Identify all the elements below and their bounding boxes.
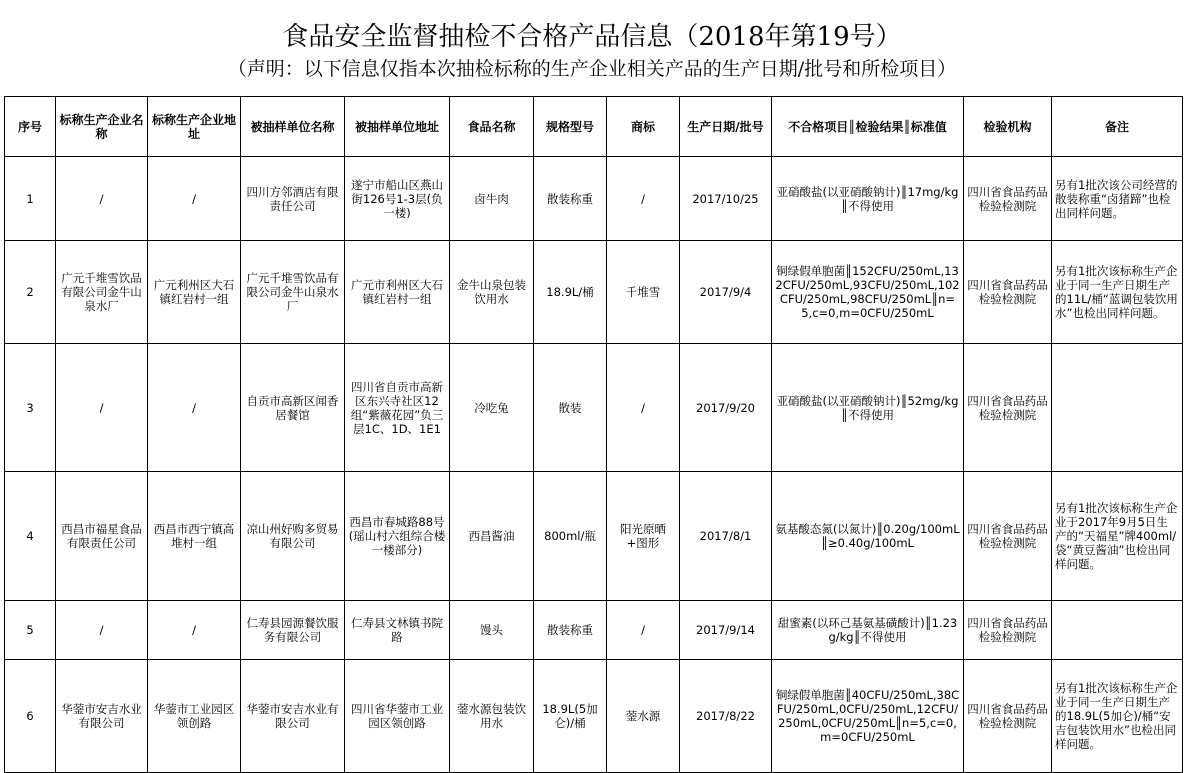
cell-spec: 800ml/瓶 (534, 472, 607, 601)
table-row (5, 157, 1183, 241)
cell-sampled-unit: 华蓥市安吉水业有限公司 (241, 660, 345, 773)
column-header: 不合格项目║检验结果║标准值 (772, 97, 964, 157)
cell-no: 5 (5, 601, 56, 660)
cell-sampled-unit: 凉山州好购多贸易有限公司 (241, 472, 345, 601)
cell-brand: / (607, 344, 680, 472)
cell-notes: 另有1批次该标称生产企业于同一生产日期生产的11L/桶“蓝调包装饮用水”也检出同样问题。 (1052, 241, 1183, 344)
cell-brand: 千堆雪 (607, 241, 680, 344)
cell-no: 4 (5, 472, 56, 601)
table-row (5, 241, 1183, 344)
cell-food-name: 冷吃兔 (450, 344, 534, 472)
cell-no: 2 (5, 241, 56, 344)
cell-sampled-address: 遂宁市船山区燕山街126号1-3层(负一楼) (345, 157, 450, 241)
cell-lab: 四川省食品药品检验检测院 (964, 344, 1052, 472)
cell-manufacturer-address: / (148, 601, 241, 660)
column-header: 被抽样单位地址 (345, 97, 450, 157)
cell-manufacturer: 西昌市福星食品有限责任公司 (56, 472, 148, 601)
cell-failed-item: 亚硝酸盐(以亚硝酸钠计)║17mg/kg║不得使用 (772, 157, 964, 241)
cell-brand: 蓥水源 (607, 660, 680, 773)
cell-sampled-address: 四川省华蓥市工业园区领创路 (345, 660, 450, 773)
cell-manufacturer-address: 华蓥市工业园区领创路 (148, 660, 241, 773)
column-header: 被抽样单位名称 (241, 97, 345, 157)
cell-manufacturer-address: 广元利州区大石镇红岩村一组 (148, 241, 241, 344)
table-row (5, 472, 1183, 601)
page-title: 食品安全监督抽检不合格产品信息（2018年第19号） (282, 22, 902, 52)
column-header: 序号 (5, 97, 56, 157)
table-row (5, 344, 1183, 472)
cell-failed-item: 铜绿假单胞菌║40CFU/250mL,38CFU/250mL,0CFU/250mL,12CFU/250mL,0CFU/250mL║n=5,c=0,m=0CFU/250mL (772, 660, 964, 773)
column-header: 生产日期/批号 (680, 97, 772, 157)
cell-notes: 另有1批次该标称生产企业于2017年9月5日生产的“天福星”牌400ml/袋“黄豆酱油”也检出同样问题。 (1052, 472, 1183, 601)
cell-lab: 四川省食品药品检验检测院 (964, 472, 1052, 601)
table-row (5, 601, 1183, 660)
cell-spec: 散装称重 (534, 157, 607, 241)
cell-brand: / (607, 601, 680, 660)
cell-date: 2017/8/22 (680, 660, 772, 773)
cell-sampled-unit: 仁寿县园源餐饮服务有限公司 (241, 601, 345, 660)
column-header: 食品名称 (450, 97, 534, 157)
cell-food-name: 蓥水源包装饮用水 (450, 660, 534, 773)
cell-lab: 四川省食品药品检验检测院 (964, 601, 1052, 660)
cell-failed-item: 氨基酸态氮(以氮计)║0.20g/100mL║≥0.40g/100mL (772, 472, 964, 601)
cell-manufacturer: / (56, 601, 148, 660)
column-header: 备注 (1052, 97, 1183, 157)
cell-spec: 散装 (534, 344, 607, 472)
cell-no: 3 (5, 344, 56, 472)
cell-sampled-unit: 广元千堆雪饮品有限公司金牛山泉水厂 (241, 241, 345, 344)
cell-food-name: 西昌酱油 (450, 472, 534, 601)
cell-spec: 18.9L/桶 (534, 241, 607, 344)
cell-brand: / (607, 157, 680, 241)
cell-sampled-unit: 自贡市高新区闻香居餐馆 (241, 344, 345, 472)
cell-date: 2017/10/25 (680, 157, 772, 241)
cell-date: 2017/9/14 (680, 601, 772, 660)
cell-no: 6 (5, 660, 56, 773)
cell-failed-item: 铜绿假单胞菌║152CFU/250mL,132CFU/250mL,93CFU/250mL,102CFU/250mL,98CFU/250mL║n=5,c=0,m=0CFU/250mL (772, 241, 964, 344)
cell-lab: 四川省食品药品检验检测院 (964, 241, 1052, 344)
results-table (4, 96, 1183, 773)
cell-manufacturer: / (56, 344, 148, 472)
column-header: 标称生产企业名称 (56, 97, 148, 157)
cell-manufacturer-address: / (148, 344, 241, 472)
cell-sampled-address: 西昌市春城路88号(瑶山村六组综合楼一楼部分) (345, 472, 450, 601)
cell-failed-item: 亚硝酸盐(以亚硝酸钠计)║52mg/kg║不得使用 (772, 344, 964, 472)
cell-spec: 散装称重 (534, 601, 607, 660)
cell-manufacturer-address: / (148, 157, 241, 241)
column-header: 检验机构 (964, 97, 1052, 157)
cell-date: 2017/8/1 (680, 472, 772, 601)
cell-sampled-address: 仁寿县文林镇书院路 (345, 601, 450, 660)
column-header: 标称生产企业地址 (148, 97, 241, 157)
cell-notes (1052, 344, 1183, 472)
column-header: 规格型号 (534, 97, 607, 157)
cell-manufacturer: / (56, 157, 148, 241)
cell-spec: 18.9L(5加仑)/桶 (534, 660, 607, 773)
column-header: 商标 (607, 97, 680, 157)
cell-manufacturer: 华蓥市安吉水业有限公司 (56, 660, 148, 773)
cell-brand: 阳光原晒+图形 (607, 472, 680, 601)
cell-lab: 四川省食品药品检验检测院 (964, 157, 1052, 241)
cell-sampled-address: 四川省自贡市高新区东兴寺社区12组“紫薇花园”负三层1C、1D、1E1 (345, 344, 450, 472)
cell-date: 2017/9/4 (680, 241, 772, 344)
cell-manufacturer: 广元千堆雪饮品有限公司金牛山泉水厂 (56, 241, 148, 344)
cell-no: 1 (5, 157, 56, 241)
cell-notes: 另有1批次该公司经营的散装称重“卤猪蹄”也检出同样问题。 (1052, 157, 1183, 241)
cell-food-name: 馒头 (450, 601, 534, 660)
cell-manufacturer-address: 西昌市西宁镇高堆村一组 (148, 472, 241, 601)
cell-failed-item: 甜蜜素(以环己基氨基磺酸计)║1.23g/kg║不得使用 (772, 601, 964, 660)
table-header-row (5, 97, 1183, 157)
cell-notes: 另有1批次该标称生产企业于同一生产日期生产的18.9L(5加仑)/桶“安吉包装饮用水”也检出同样问题。 (1052, 660, 1183, 773)
cell-sampled-unit: 四川方邻酒店有限责任公司 (241, 157, 345, 241)
cell-lab: 四川省食品药品检验检测院 (964, 660, 1052, 773)
cell-sampled-address: 广元市利州区大石镇红岩村一组 (345, 241, 450, 344)
cell-date: 2017/9/20 (680, 344, 772, 472)
page-subtitle: （声明：以下信息仅指本次抽检标称的生产企业相关产品的生产日期/批号和所检项目） (227, 58, 957, 80)
table-row (5, 660, 1183, 773)
cell-notes (1052, 601, 1183, 660)
cell-food-name: 卤牛肉 (450, 157, 534, 241)
cell-food-name: 金牛山泉包装饮用水 (450, 241, 534, 344)
